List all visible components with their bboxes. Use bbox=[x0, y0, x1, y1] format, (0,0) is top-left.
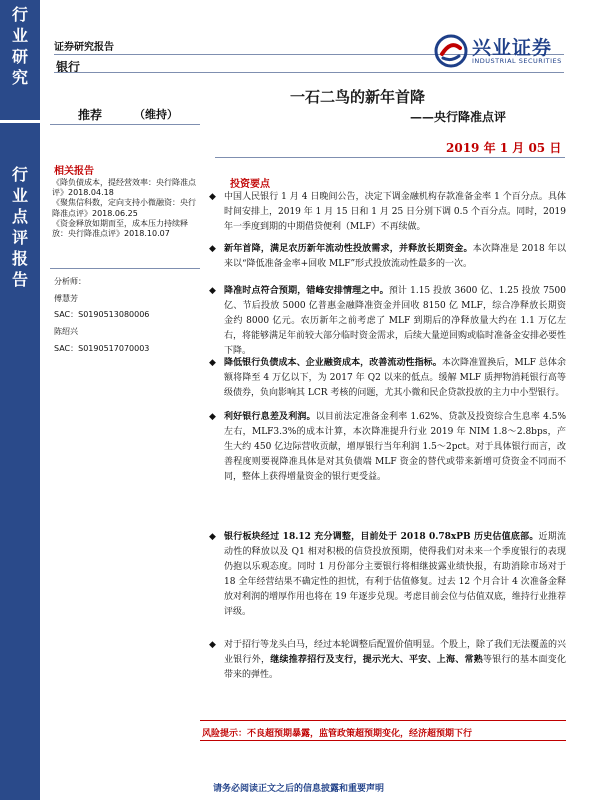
logo-text-en: INDUSTRIAL SECURITIES bbox=[472, 57, 562, 65]
risk-divider-top bbox=[200, 720, 566, 721]
sidebar-char: 告 bbox=[11, 270, 28, 289]
sidebar-char: 行 bbox=[11, 165, 28, 184]
sector-divider bbox=[54, 72, 564, 73]
related-report-link[interactable]: 《降负债成本，提经营效率：央行降准点评》2018.04.18 bbox=[52, 178, 196, 198]
sidebar-char: 行 bbox=[11, 5, 28, 24]
key-point: ◆ 对于招行等龙头白马，经过本轮调整后配置价值明显。个股上，除了我们无法覆盖的兴业银行外，继续推荐招行及支行，提示光大、平安、上海、常熟等银行的基本面变化带来的弹性。 bbox=[210, 638, 566, 683]
related-report-link[interactable]: 《资金释放如期而至，成本压力持续释放：央行降准点评》2018.10.07 bbox=[52, 218, 188, 239]
sidebar-char: 报 bbox=[11, 249, 28, 268]
sidebar-bottom-label bbox=[0, 164, 40, 290]
report-subtitle: ——央行降准点评 bbox=[410, 110, 507, 124]
report-type-label: 证券研究报告 bbox=[54, 42, 114, 53]
sidebar bbox=[0, 0, 40, 800]
sidebar-char: 点 bbox=[11, 207, 28, 226]
logo-mark-icon bbox=[434, 34, 468, 68]
key-point: ◆ 中国人民银行 1 月 4 日晚间公告，决定下调金融机构存款准备金率 1 个百分点。具体时间安排上，2019 年 1 月 15 日和 1 月 25 日分别下调 0.5 个百分点。同时，2019 年一季度到期的中期借贷便利（MLF）不再续做。 bbox=[210, 190, 566, 235]
sidebar-top-label bbox=[0, 4, 40, 88]
key-point: ◆ 利好银行息差及利润。以目前法定准备金利率 1.62%、贷款及投资综合生息率 4.5%左右，MLF3.3%的成本计算，本次降准提升行业 2019 年 NIM 1.8～2.8bps，产生大约 450 亿边际营收贡献，增厚银行当年利润 1.5～2pct。对于具体银行而言，改善程度则要视降准具体是对其负债端 MLF 资金的替代或带来新增可贷资金不同而不同，整体上获得增量资金的银行更受益。 bbox=[210, 410, 566, 485]
related-report-link[interactable]: 《聚焦信科数，定向支持小微融资：央行降准点评》2018.06.25 bbox=[52, 198, 196, 218]
analyst-name: 陈绍兴 bbox=[54, 327, 78, 337]
key-points-title: 投资要点 bbox=[230, 179, 270, 190]
sidebar-char: 究 bbox=[11, 68, 28, 87]
logo-text-cn: 兴业证券 bbox=[472, 37, 553, 59]
key-point: ◆ 降低银行负债成本、企业融资成本，改善流动性指标。本次降准置换后，MLF 总体余额将降至 4 万亿以下，为 2017 年 Q2 以来的低点。缓解 MLF 质押物消耗银行高等级债券，负向影响其 LCR 考核的问题，尤其小微和民企贷款投放的主力中小型银行。 bbox=[210, 356, 566, 401]
key-point: ◆ 银行板块经过 18.12 充分调整，目前处于 2018 0.78xPB 历史估值底部。近期流动性的释放以及 Q1 相对积极的信贷投放预期，使得我们对未来一个季度银行的表现仍抱以乐观态度。同时 1 月份部分主要银行将相继披露业绩快报，有助消除市场对于 18 全年经营结果不确定性的担忧，有利于估值修复。过去 12 个月合计 4 次准备金释放对利润的增厚作用也将在 19 年逐步兑现。考虑目前会位与估值双底，维持行业推荐评级。 bbox=[210, 530, 566, 620]
report-date: 2019 年 1 月 05 日 bbox=[446, 141, 562, 155]
sector-label: 银行 bbox=[56, 60, 81, 74]
rating-divider bbox=[50, 124, 200, 125]
analyst-sac: SAC：S0190517070003 bbox=[54, 343, 150, 353]
rating-recommend: 推荐 bbox=[78, 108, 103, 122]
analysts-divider bbox=[50, 268, 200, 269]
key-point: ◆ 降准时点符合预期，错峰安排情理之中。預计 1.15 投放 3600 亿、1.25 投放 7500 亿、节后投放 5000 亿普惠金融降准资金并回收 8150 亿 MLF，综合净释放长期资金约 8000 亿元。农历新年之前考虑了 MLF 到期后的净释放量大约在 1.1 万亿左右，将能够满足年前较大部分临时资金需求，后续大量逆回购或临时准备金安排必要性下降。 bbox=[210, 284, 566, 359]
related-reports-title: 相关报告 bbox=[54, 166, 94, 177]
analysts-block bbox=[54, 274, 204, 358]
sidebar-divider bbox=[0, 120, 40, 123]
sidebar-char: 业 bbox=[11, 186, 28, 205]
date-divider bbox=[215, 157, 565, 158]
sidebar-char: 业 bbox=[11, 26, 28, 45]
analyst-sac: SAC：S0190513080006 bbox=[54, 310, 150, 320]
sidebar-char: 评 bbox=[11, 228, 28, 247]
related-reports-list bbox=[52, 178, 202, 239]
rating-status: （维持） bbox=[134, 108, 178, 121]
disclaimer-footer: 请务必阅读正文之后的信息披露和重要声明 bbox=[213, 784, 385, 794]
report-title: 一石二鸟的新年首降 bbox=[290, 88, 426, 106]
risk-warning: 风险提示：不良超预期暴露，监管政策超预期变化，经济超预期下行 bbox=[202, 729, 473, 739]
key-point: ◆ 新年首降，满足农历新年流动性投放需求，并释放长期资金。本次降准是 2018 年以来以“降低准备金率+回收 MLF”形式投放流动性最多的一次。 bbox=[210, 242, 566, 272]
sidebar-char: 研 bbox=[11, 47, 28, 66]
company-logo bbox=[434, 33, 564, 69]
analyst-heading: 分析师： bbox=[54, 277, 86, 286]
analyst-name: 傅慧芳 bbox=[54, 293, 78, 303]
risk-divider-bottom bbox=[200, 740, 566, 741]
